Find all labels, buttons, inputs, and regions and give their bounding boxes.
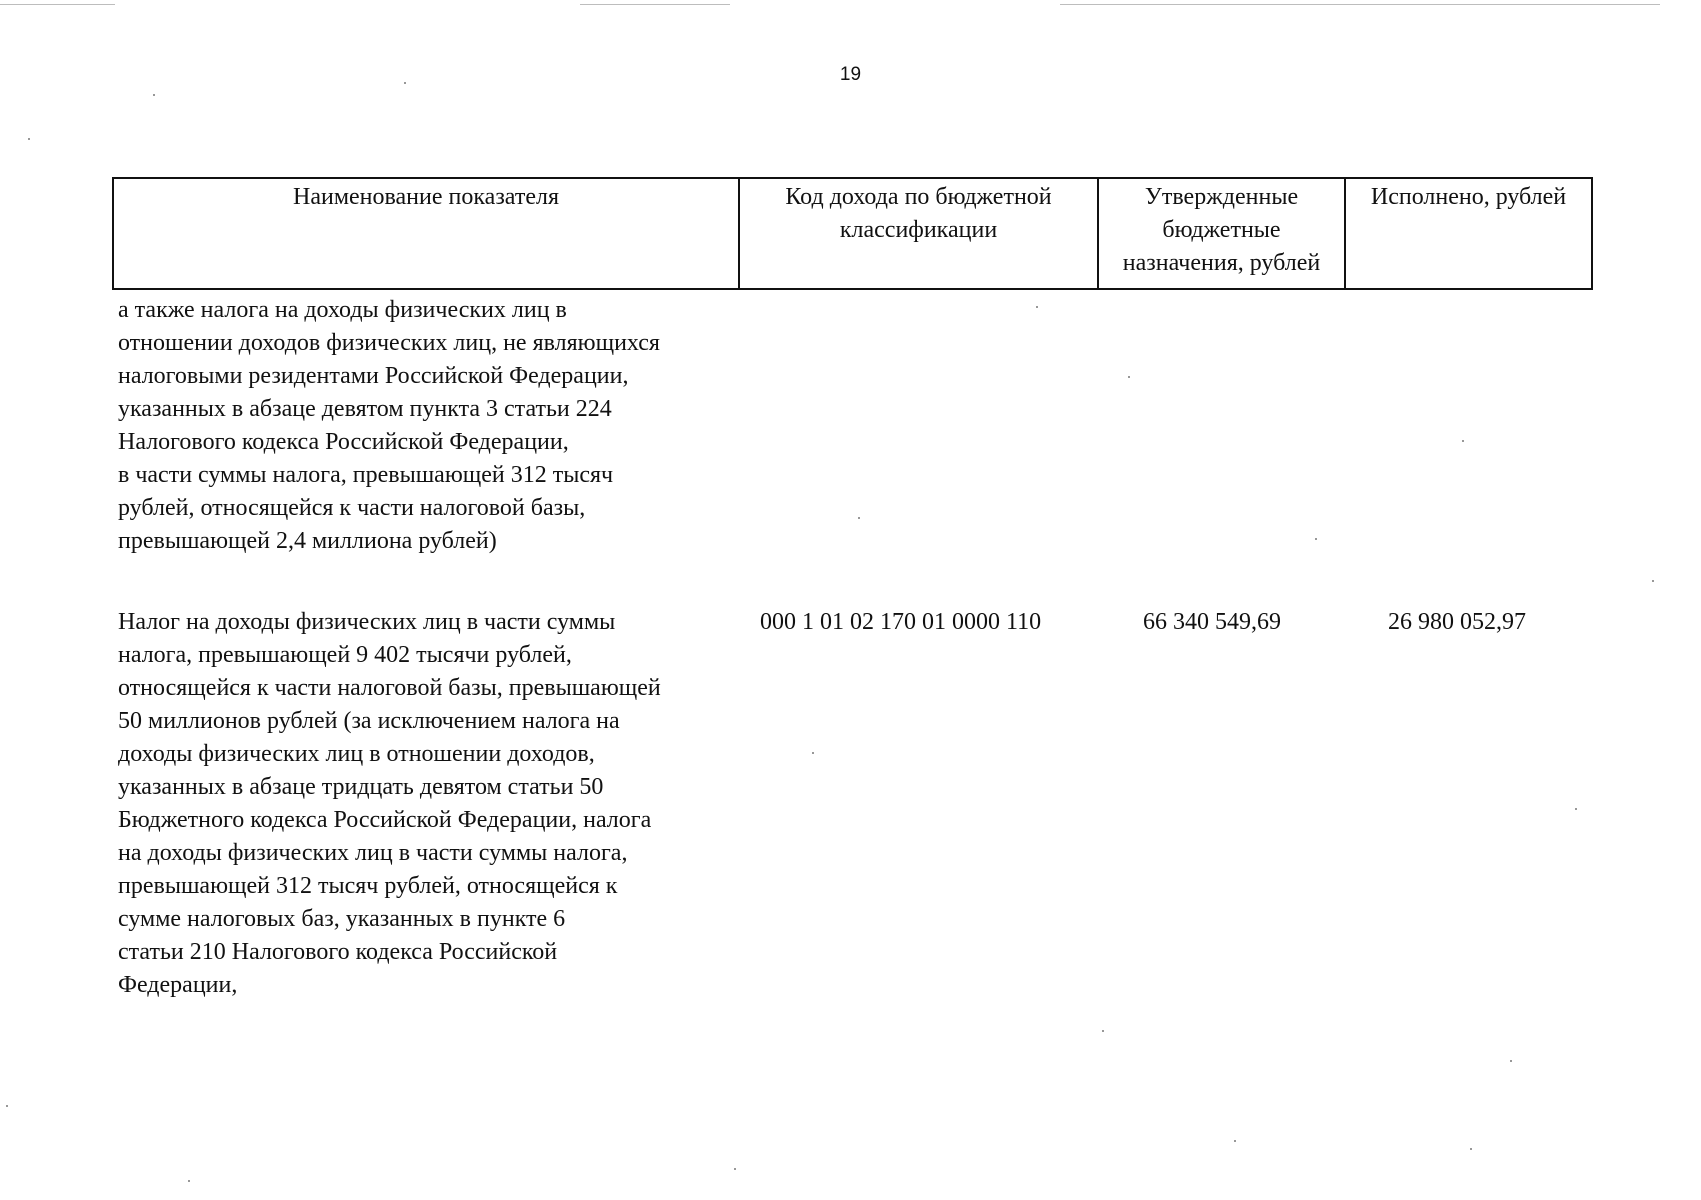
scan-speck <box>1470 1148 1472 1150</box>
header-code-label: Код дохода по бюджетной классификации <box>785 184 1052 243</box>
scan-speck <box>1315 538 1317 540</box>
row-1-name-line: налоговыми резидентами Российской Федерации, <box>118 363 629 389</box>
row-1-name-line: Налогового кодекса Российской Федерации, <box>118 429 569 455</box>
scan-speck <box>1652 580 1654 582</box>
scan-speck <box>6 1105 8 1107</box>
scan-artifact-line <box>1060 4 1660 5</box>
header-code <box>738 177 1099 290</box>
scan-speck <box>153 94 155 96</box>
header-name-label: Наименование показателя <box>293 184 559 210</box>
row-2-name-line: Бюджетного кодекса Российской Федерации, налога <box>118 807 652 833</box>
row-2-name-line: Налог на доходы физических лиц в части суммы <box>118 609 616 635</box>
row-1-name-line: рублей, относящейся к части налоговой базы, <box>118 495 586 521</box>
scan-speck <box>734 1168 736 1170</box>
scan-speck <box>1510 1060 1512 1062</box>
header-approved <box>1097 177 1346 290</box>
scan-artifact-line <box>580 4 730 5</box>
row-2-name-line: на доходы физических лиц в части суммы налога, <box>118 840 628 866</box>
scan-speck <box>188 1180 190 1182</box>
scan-speck <box>28 138 30 140</box>
row-2-name-line: указанных в абзаце тридцать девятом статьи 50 <box>118 774 604 800</box>
scan-speck <box>1036 306 1038 308</box>
row-1-name <box>118 294 660 558</box>
table-header <box>112 177 1593 290</box>
header-name <box>112 177 740 290</box>
row-1-name-line: в части суммы налога, превышающей 312 тысяч <box>118 462 614 488</box>
row-2-executed: 26 980 052,97 <box>1388 609 1526 635</box>
header-executed-label: Исполнено, рублей <box>1370 184 1567 210</box>
row-1-name-line: превышающей 2,4 миллиона рублей) <box>118 528 497 554</box>
row-2-name-line: 50 миллионов рублей (за исключением налога на <box>118 708 620 734</box>
row-2-name-line: Федерации, <box>118 972 238 998</box>
page-number: 19 <box>839 64 862 85</box>
scan-speck <box>1575 808 1577 810</box>
scan-artifact-line <box>0 4 115 5</box>
header-executed <box>1344 177 1593 290</box>
scan-speck <box>812 752 814 754</box>
row-2-approved: 66 340 549,69 <box>1143 609 1281 635</box>
scan-speck <box>1234 1140 1236 1142</box>
row-2-name-line: относящейся к части налоговой базы, превышающей <box>118 675 661 701</box>
row-2-name-line: превышающей 312 тысяч рублей, относящейся к <box>118 873 618 899</box>
row-1-name-line: указанных в абзаце девятом пункта 3 статьи 224 <box>118 396 612 422</box>
scan-speck <box>1462 440 1464 442</box>
scan-speck <box>404 82 406 84</box>
header-approved-label: Утвержденные бюджетные назначения, рублей <box>1122 184 1321 276</box>
scan-speck <box>858 517 860 519</box>
scan-speck <box>1102 1030 1104 1032</box>
row-2-name-line: статьи 210 Налогового кодекса Российской <box>118 939 558 965</box>
row-2-name <box>118 606 661 1002</box>
row-1-name-line: отношении доходов физических лиц, не являющихся <box>118 330 660 356</box>
scan-speck <box>1128 376 1130 378</box>
row-2-code: 000 1 01 02 170 01 0000 110 <box>760 609 1042 635</box>
row-2-name-line: доходы физических лиц в отношении доходов, <box>118 741 595 767</box>
row-2-name-line: налога, превышающей 9 402 тысячи рублей, <box>118 642 572 668</box>
row-1-name-line: а также налога на доходы физических лиц в <box>118 297 567 323</box>
row-2-name-line: сумме налоговых баз, указанных в пункте 6 <box>118 906 566 932</box>
